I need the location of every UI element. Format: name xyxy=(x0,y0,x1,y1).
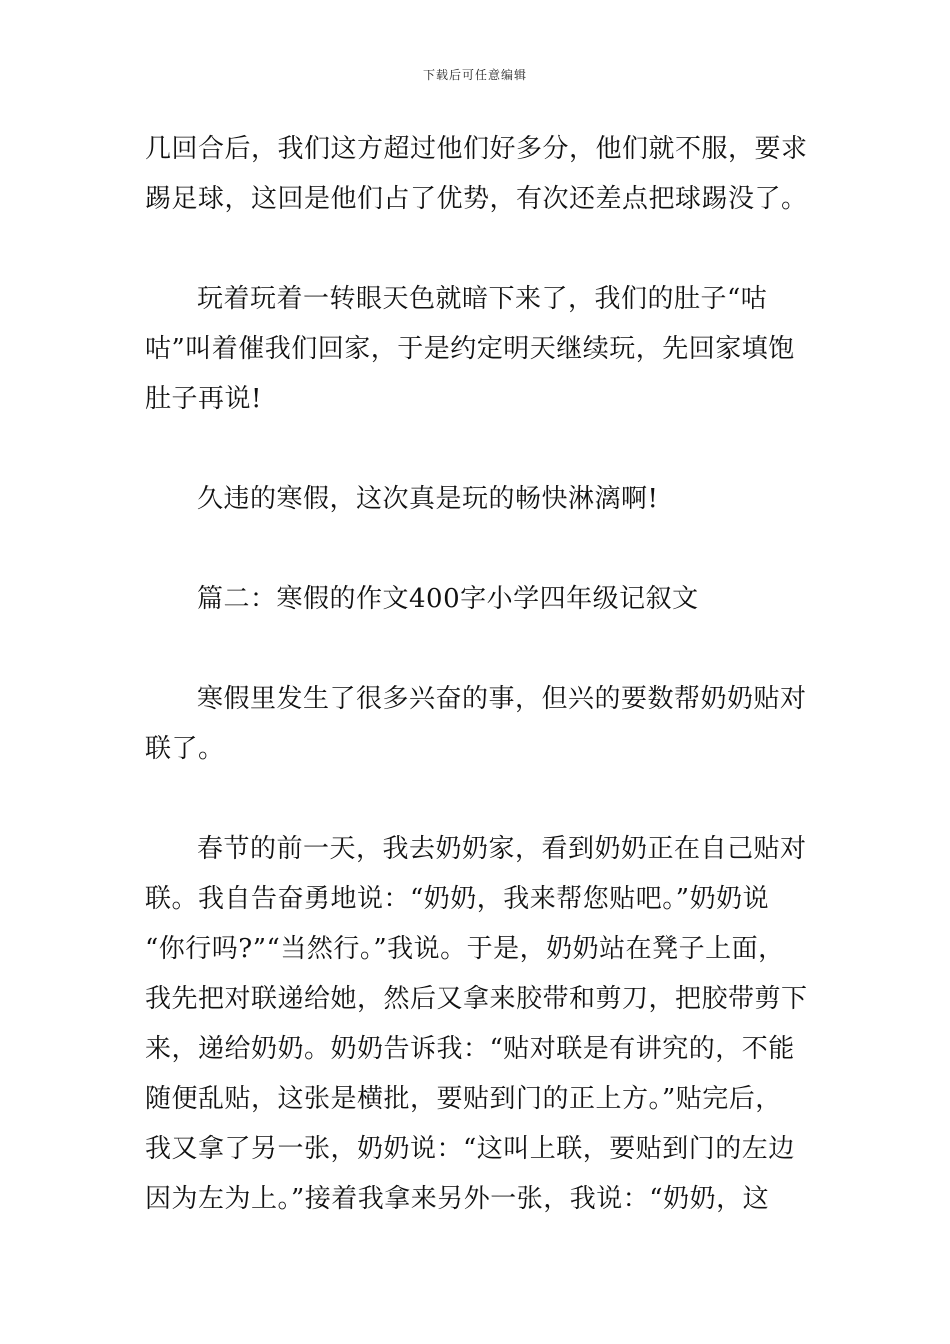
text-line: 随便乱贴，这张是横批，要贴到门的正上方。”贴完后， xyxy=(145,1084,782,1114)
paragraph-1 xyxy=(145,124,810,224)
text-line: 联了。 xyxy=(145,734,225,764)
section-heading xyxy=(145,574,810,624)
text-line: 联。我自告奋勇地说：“奶奶，我来帮您贴吧。”奶奶说 xyxy=(145,884,770,914)
paragraph-5 xyxy=(145,674,810,774)
document-body xyxy=(145,124,810,1274)
text-line: 肚子再说! xyxy=(145,384,262,414)
text-line: “你行吗?”“当然行。”我说。于是，奶奶站在凳子上面， xyxy=(145,934,785,964)
text-line: 因为左为上。”接着我拿来另外一张，我说：“奶奶，这 xyxy=(145,1184,770,1214)
paragraph-2 xyxy=(145,274,810,424)
text-line: 来，递给奶奶。奶奶告诉我：“贴对联是有讲究的，不能 xyxy=(145,1034,795,1064)
header-note: 下载后可任意编辑 xyxy=(422,68,527,82)
text-line: 我又拿了另一张，奶奶说：“这叫上联，要贴到门的左边 xyxy=(145,1134,795,1164)
paragraph-3 xyxy=(145,474,810,524)
text-line: 玩着玩着一转眼天色就暗下来了，我们的肚子“咕 xyxy=(197,284,768,314)
text-line: 踢足球，这回是他们占了优势，有次还差点把球踢没了。 xyxy=(145,184,808,214)
text-line: 几回合后，我们这方超过他们好多分，他们就不服，要求 xyxy=(145,134,808,164)
text-line: 寒假里发生了很多兴奋的事，但兴的要数帮奶奶贴对 xyxy=(197,684,807,714)
paragraph-6 xyxy=(145,824,810,1224)
text-line: 春节的前一天，我去奶奶家，看到奶奶正在自己贴对 xyxy=(197,834,807,864)
text-line: 咕”叫着催我们回家，于是约定明天继续玩，先回家填饱 xyxy=(145,334,795,364)
text-line: 篇二：寒假的作文400字小学四年级记叙文 xyxy=(197,584,699,614)
text-line: 我先把对联递给她，然后又拿来胶带和剪刀，把胶带剪下 xyxy=(145,984,808,1014)
text-line: 久违的寒假，这次真是玩的畅快淋漓啊! xyxy=(197,484,659,514)
